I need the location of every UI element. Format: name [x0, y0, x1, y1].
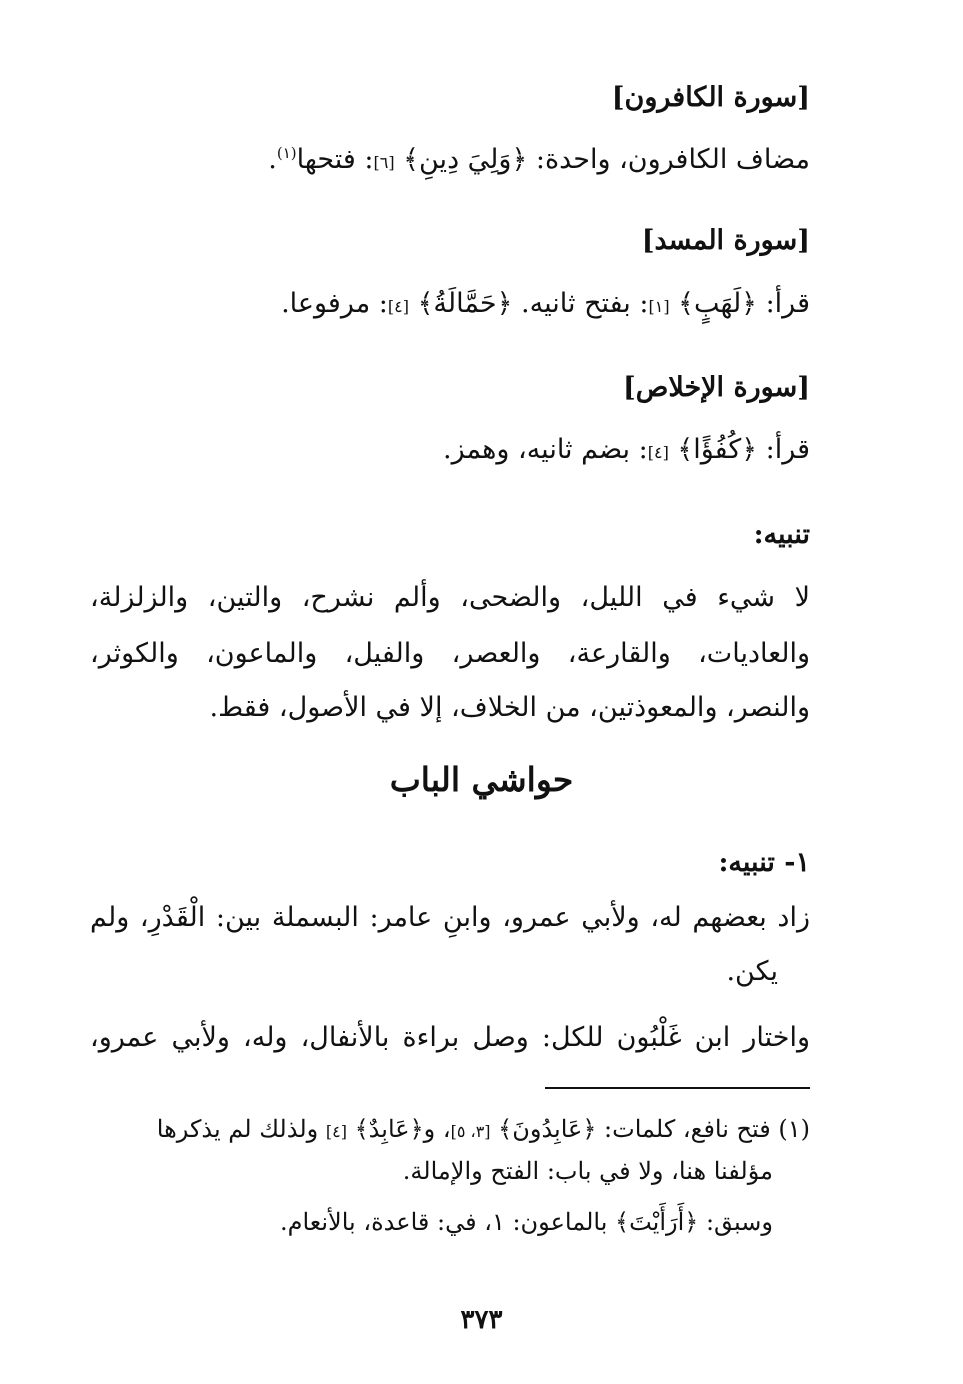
footnote-line: (١) فتح نافع، كلمات: ﴿عَابِدُونَ﴾ [٣، ٥]، و﴿عَابِدٌ﴾ [٤] ولذلك لم يذكرها [156, 1115, 810, 1143]
notice-line: والعاديات، والقارعة، والعصر، والفيل، والماعون، والكوثر، [90, 638, 810, 669]
verse-ref: [٣، ٥] [450, 1122, 491, 1141]
section-title-kafirun: [سورة الكافرون] [611, 82, 810, 113]
section-body-ikhlas: قرأ: ﴿كُفُؤًا﴾ [٤]: بضم ثانيه، وهمز. [443, 434, 810, 465]
margins-line: زاد بعضهم له، ولأبي عمرو، وابنِ عامر: البسملة بين: الْقَدْرِ، ولم [90, 902, 810, 933]
verse-ref: [٤] [325, 1122, 347, 1141]
footnote-marker: (١) [276, 144, 297, 162]
verse-ref: [٤] [387, 297, 409, 316]
section-title-ikhlas: [سورة الإخلاص] [622, 372, 810, 403]
notice-title: تنبيه: [753, 519, 810, 550]
page-number: ٣٧٣ [460, 1305, 503, 1335]
verse-ref: [٤] [647, 443, 669, 462]
verse-ref: [١] [648, 297, 670, 316]
margins-line: يكن. [726, 956, 778, 987]
margins-heading: حواشي الباب [389, 760, 574, 799]
footnote-line: مؤلفنا هنا، ولا في باب: الفتح والإمالة. [402, 1157, 773, 1185]
section-body-kafirun: مضاف الكافرون، واحدة: ﴿وَلِيَ دِينِ﴾ [٦]: فتحها$^{(١)}$. [268, 144, 810, 175]
footnote-line: وسبق: ﴿أَرَأَيْتَ﴾ بالماعون: ١، في: قاعدة، بالأنعام. [279, 1208, 773, 1236]
section-title-masad: [سورة المسد] [641, 225, 810, 256]
margins-line: واختار ابن غَلْبُون للكل: وصل براءة بالأنفال، وله، ولأبي عمرو، [90, 1022, 810, 1053]
section-body-masad: قرأ: ﴿لَهَبٍ﴾ [١]: بفتح ثانيه. ﴿حَمَّالَةُ﴾ [٤]: مرفوعا. [281, 288, 810, 319]
margins-item-title: ١- تنبيه: [718, 847, 810, 878]
footnote-separator [545, 1087, 810, 1089]
verse-ref: [٦] [373, 153, 395, 172]
notice-line: والنصر، والمعوذتين، من الخلاف، إلا في الأصول، فقط. [209, 692, 810, 723]
notice-line: لا شيء في الليل، والضحى، وألم نشرح، والتين، والزلزلة، [90, 582, 810, 613]
